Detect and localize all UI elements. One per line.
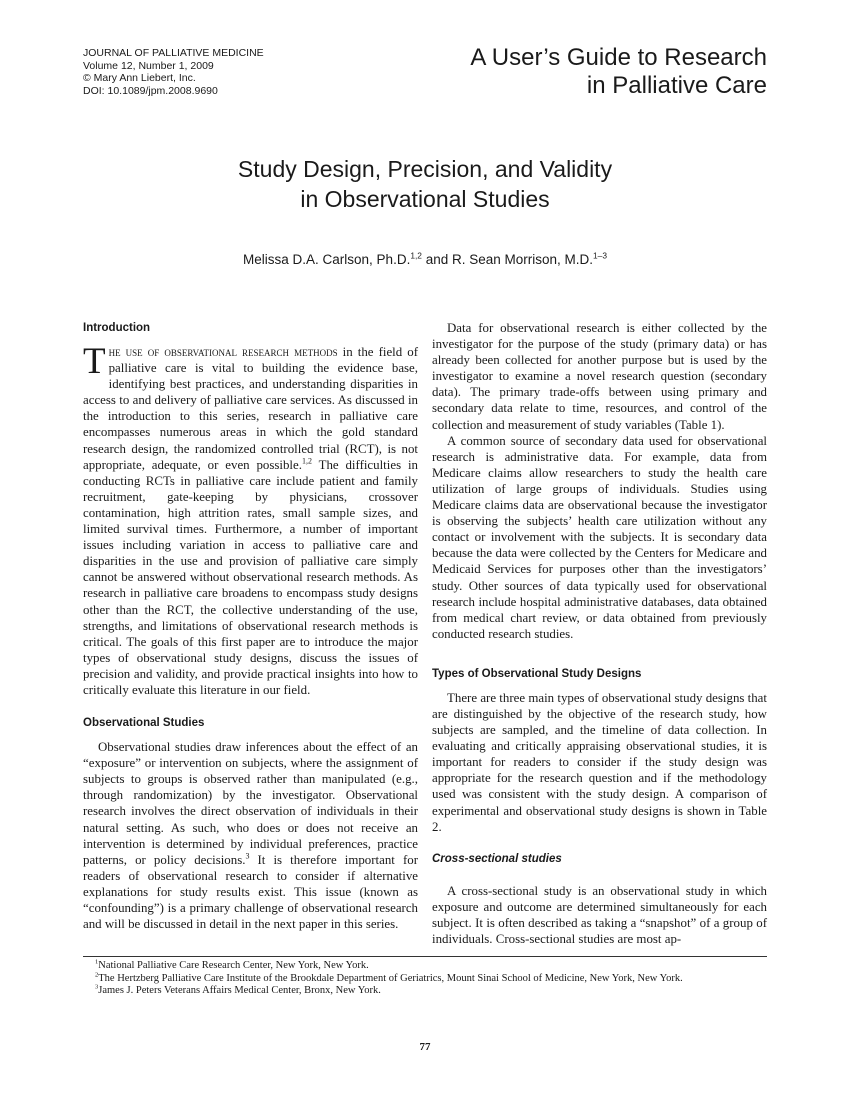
journal-info [83, 47, 264, 97]
data-sources-paragraph-1: Data for observational research is either collected by the investigator for the purpose of the study (primary data) or has already been collected for another purpose but is used by the investigator to examine a novel research question (secondary data). The primary trade-offs between using primary and secondary data relate to time, resources, and control of the collection and measurement of study variables (Table 1). [432, 321, 767, 432]
author-conjunction: and [421, 252, 452, 267]
journal-name: JOURNAL OF PALLIATIVE MEDICINE [83, 47, 264, 59]
footnote-1 [83, 960, 767, 973]
introduction-heading: Introduction [83, 322, 151, 334]
footnote-2-marker: 2 [95, 971, 99, 978]
observational-studies-heading: Observational Studies [83, 717, 205, 730]
observational-text-a: Observational studies draw inferences about the effect of an “exposure” or intervention on subjects, where the assignment of subjects to groups is observed rather than manipulated (e.g., through randomization) by the investigator. Observational research involves the direct observation of individuals in their natural setting. As such, who does or does not receive an intervention is determined by individual preferences, practice patterns, or policy decisions. [83, 740, 418, 867]
drop-cap: T [83, 341, 106, 382]
footnote-1-text: National Palliative Care Research Center, New York, New York. [98, 960, 369, 971]
intro-text-a: in the field of palliative care is vital to building the evidence base, identifying best practices, and understanding disparities in access to and delivery of palliative care services. As discussed in the introduction to this series, research in palliative care encompasses numerous areas in which the gold standard research design, the randomized controlled trial (RCT), is not appropriate, adequate, or even possible. [83, 345, 419, 472]
author-2: R. Sean Morrison, M.D. [451, 252, 594, 267]
footnote-2 [83, 973, 767, 986]
author-1: Melissa D.A. Carlson, Ph.D. [243, 252, 411, 267]
footnotes [83, 960, 767, 998]
journal-copyright: © Mary Ann Liebert, Inc. [83, 72, 196, 84]
introduction-paragraph [83, 341, 419, 698]
author-list [83, 252, 767, 267]
intro-citation: 1,2 [301, 456, 312, 466]
series-title-line1: A User’s Guide to Research [470, 44, 767, 71]
types-paragraph: There are three main types of observational study designs that are distinguished by the objective of the research study, how subjects are sampled, and the timeline of data collection. In evaluating and critically appraising observational studies, it is important for readers to consider if the study design was appropriate for the research question and if the methodology used was consistent with the study design. A comparison of experimental and observational study designs is shown in Table 2. [432, 690, 767, 834]
article-title-line2: in Observational Studies [300, 186, 550, 212]
journal-doi: DOI: 10.1089/jpm.2008.9690 [83, 84, 218, 97]
footnote-1-marker: 1 [95, 958, 99, 966]
series-title [367, 44, 767, 100]
observational-text-b: It is therefore important for readers of observational research to consider if alternative explanations for study results exist. This issue (known as “confounding”) is a primary challenge of observational research and will be discussed in detail in the next paper in this series. [83, 852, 418, 932]
intro-text-b: The difficulties in conducting RCTs in palliative care include patient and family recruitment, gate-keeping by physicians, crossover contamination, high attrition rates, small sample sizes, and limited survival times. Furthermore, a number of important issues including variation in access to palliative care and disparities in the use and provision of palliative care simply cannot be answered without observational research methods. As research in palliative care broadens to encompass study designs other than the RCT, the collective understanding of the use, strengths, and limitations of observational research methods is critical. The goals of this first paper are to introduce the major types of observational study designs, discuss the issues of precision and validity, and provide practical insights into how to critically evaluate this literature in our field. [83, 457, 418, 697]
left-column [83, 320, 418, 932]
footnote-3 [83, 985, 767, 998]
series-title-line2: in Palliative Care [586, 72, 767, 99]
article-title-line1: Study Design, Precision, and Validity [237, 156, 613, 182]
author-2-affiliation: 1–3 [593, 250, 607, 261]
observational-citation: 3 [245, 851, 250, 861]
footnote-divider [83, 956, 767, 957]
cross-sectional-heading: Cross-sectional studies [432, 852, 562, 865]
author-1-affiliation: 1,2 [410, 250, 422, 261]
right-column [432, 320, 767, 947]
cross-sectional-paragraph: A cross-sectional study is an observational study in which exposure and outcome are determined simultaneously for each subject. It is often described as taking a “snapshot” of a group of individuals. Cross-sectional studies are most ap- [432, 883, 767, 946]
observational-studies-paragraph [83, 739, 418, 932]
data-sources-paragraph-2: A common source of secondary data used for observational research is administrative data. For example, data from Medicare claims allow researchers to study the health care utilization of large groups of individuals. Studies using Medicare claims data are observational because the investigator is observing the subjects’ health care utilization without any contact or involvement with the subjects. It is secondary data because the data were collected by the Centers for Medicare and Medicaid Services for purposes other than the investigators’ study. Other sources of data typically used for observational research include hospital administrative databases, data obtained from medical chart review, or data obtained from previously conducted research studies. [432, 433, 767, 641]
footnote-3-text: James J. Peters Veterans Affairs Medical Center, Bronx, New York. [98, 985, 381, 996]
article-title [83, 154, 767, 214]
footnote-2-text: The Hertzberg Palliative Care Institute of the Brookdale Department of Geriatrics, Mount Sinai School of Medicine, New York, New York. [98, 972, 683, 984]
footnote-3-marker: 3 [95, 983, 99, 991]
intro-smallcaps-lead: he use of observational research methods [108, 345, 338, 359]
journal-volume: Volume 12, Number 1, 2009 [83, 59, 214, 72]
page-number: 77 [419, 1041, 431, 1053]
types-heading: Types of Observational Study Designs [432, 667, 642, 680]
